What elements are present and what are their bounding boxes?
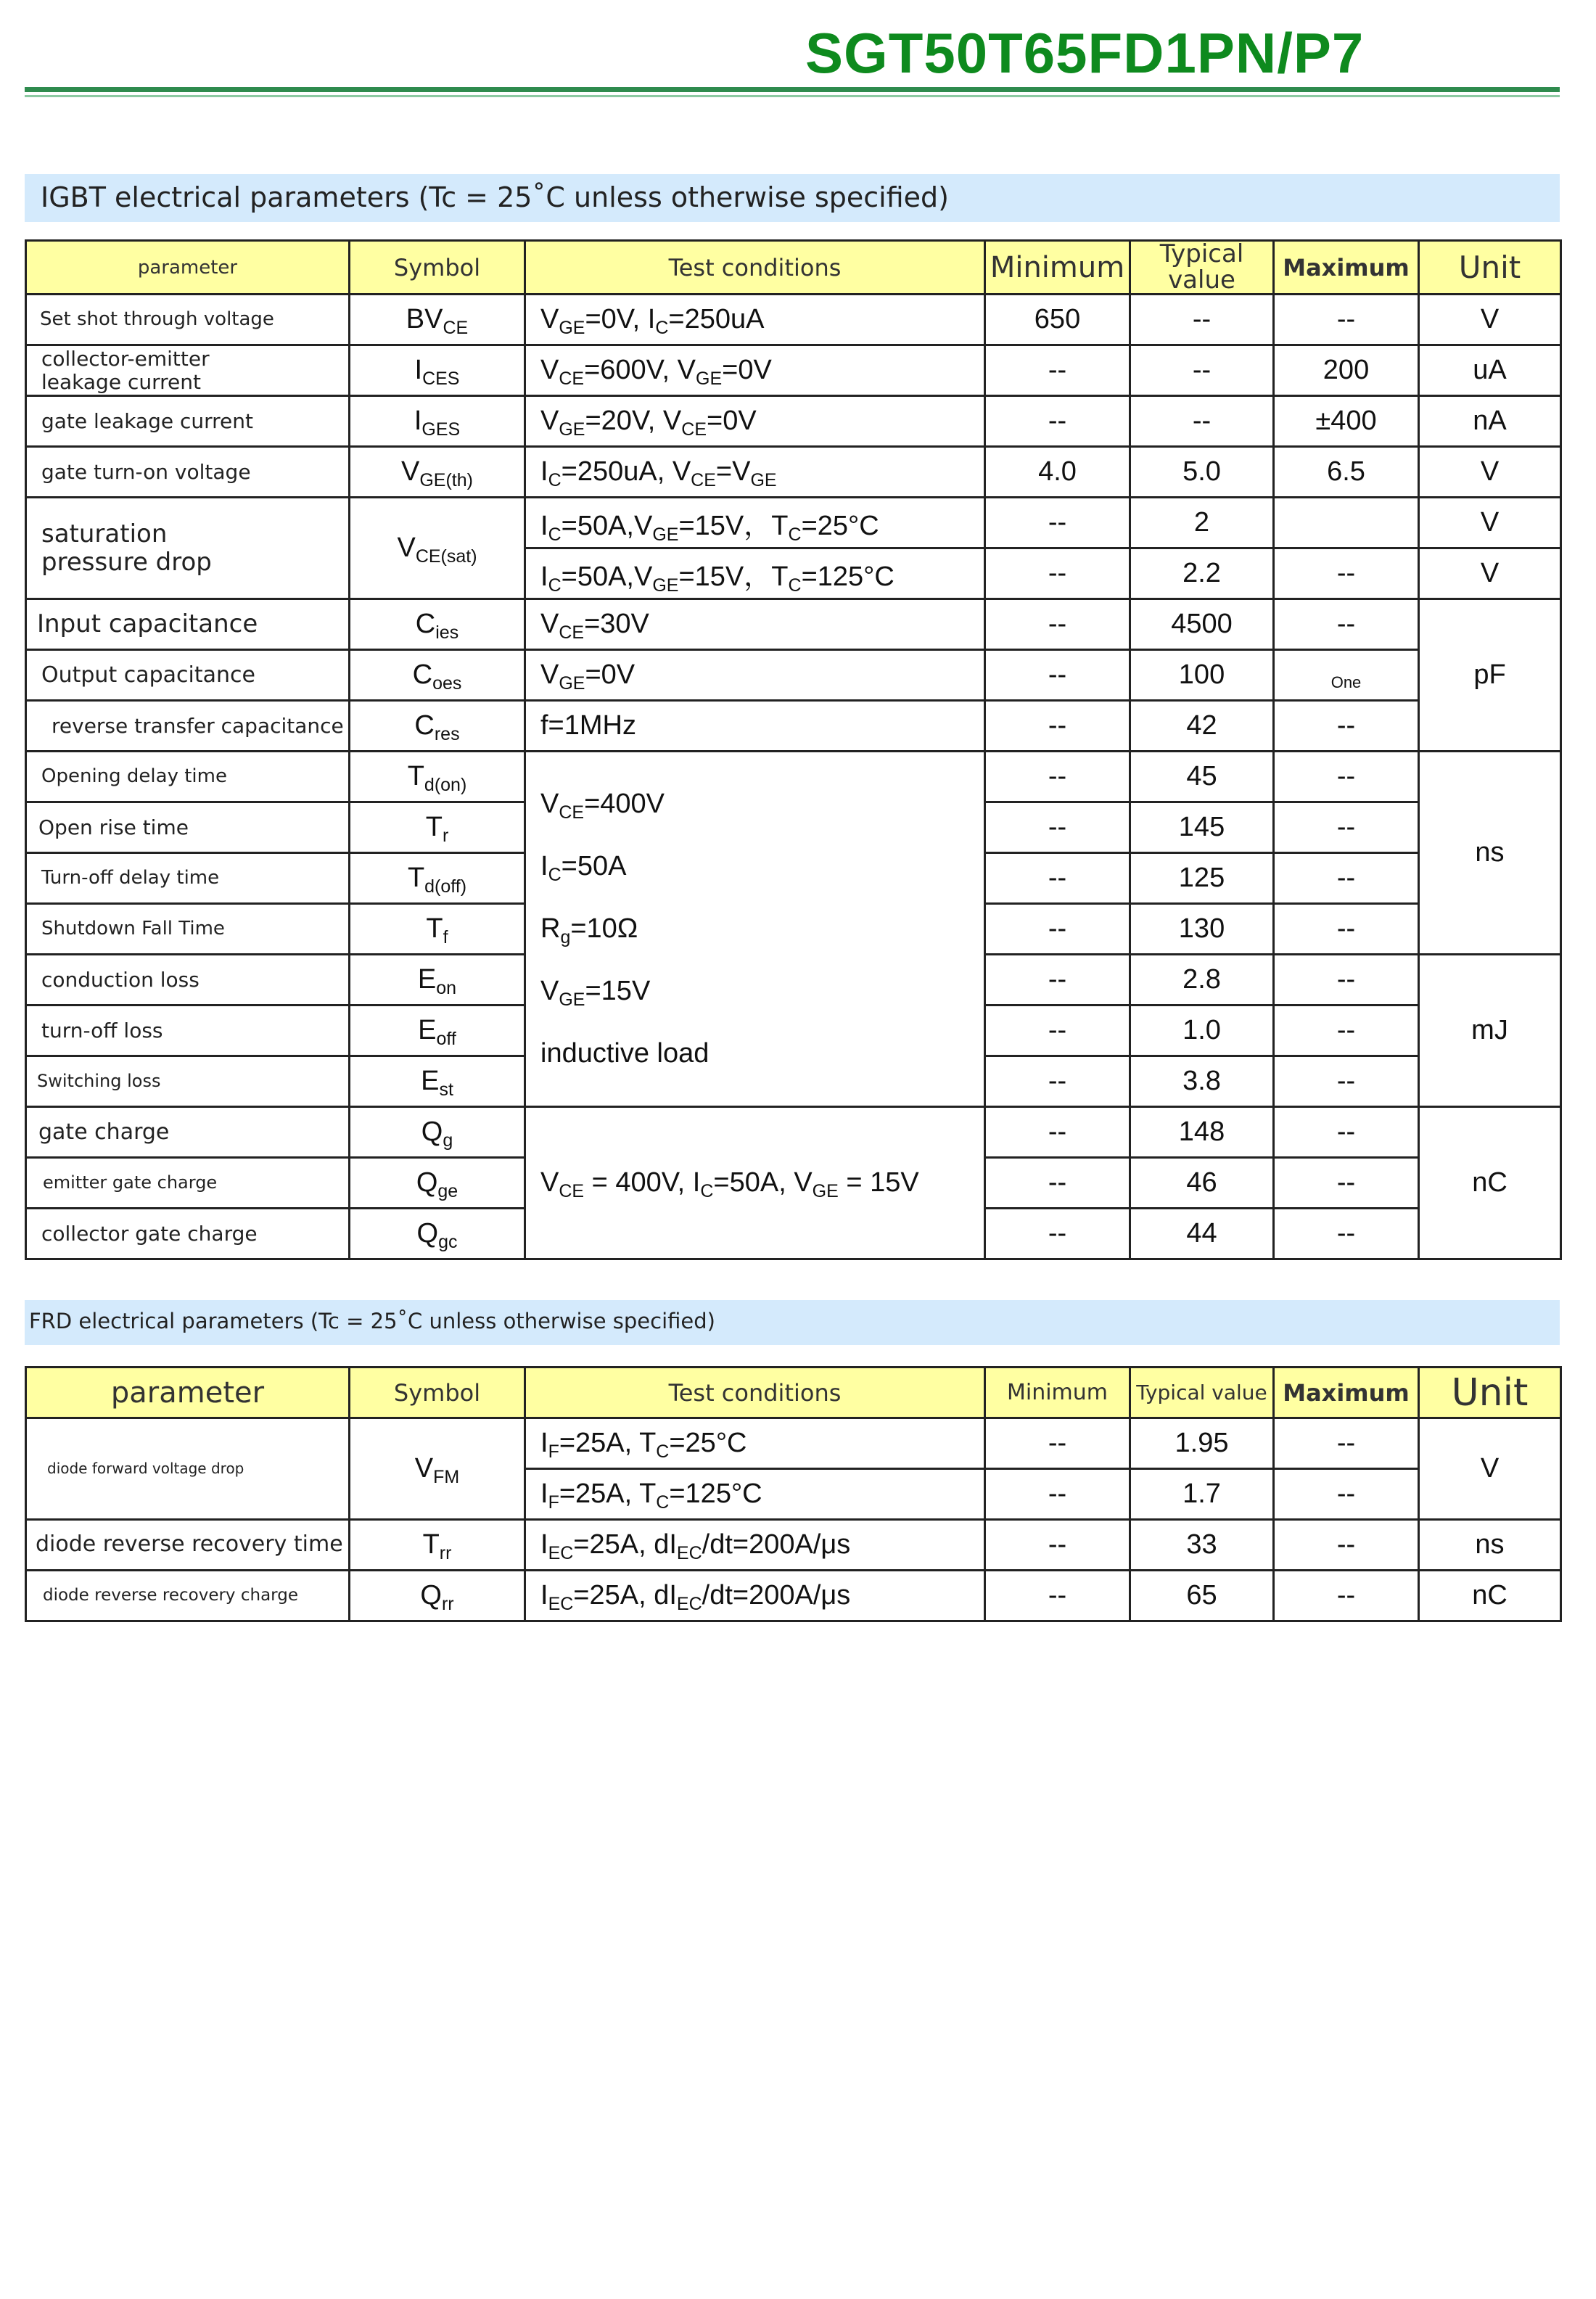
header-typical-value: Typical value bbox=[1130, 241, 1274, 295]
symbol: $Q_{rr}$ bbox=[350, 1571, 525, 1621]
typical-value: -- bbox=[1130, 396, 1274, 447]
unit: nC bbox=[1419, 1107, 1561, 1259]
symbol: $V_{GE(th)}$ bbox=[350, 447, 525, 498]
minimum-value: -- bbox=[985, 701, 1130, 752]
symbol: $Q_g$ bbox=[350, 1107, 525, 1158]
igbt-row bbox=[26, 498, 1561, 548]
parameter-name: Switching loss bbox=[26, 1056, 350, 1107]
header-test-conditions: Test conditions bbox=[525, 241, 985, 295]
minimum-value: -- bbox=[985, 802, 1130, 853]
symbol: $E_{on}$ bbox=[350, 955, 525, 1005]
parameter-name: diode forward voltage drop bbox=[26, 1418, 350, 1520]
minimum-value: -- bbox=[985, 1520, 1130, 1571]
typical-value: 148 bbox=[1130, 1107, 1274, 1158]
igbt-row bbox=[26, 396, 1561, 447]
maximum-value: -- bbox=[1274, 1418, 1419, 1469]
igbt-row bbox=[26, 650, 1561, 701]
minimum-value: -- bbox=[985, 752, 1130, 802]
unit: nC bbox=[1419, 1571, 1561, 1621]
symbol: $BV_{CE}$ bbox=[350, 295, 525, 345]
header-symbol: Symbol bbox=[350, 241, 525, 295]
parameter-name: turn-off loss bbox=[26, 1005, 350, 1056]
maximum-value: -- bbox=[1274, 1158, 1419, 1209]
unit: V bbox=[1419, 447, 1561, 498]
typical-value: 65 bbox=[1130, 1571, 1274, 1621]
parameter-name: Input capacitance bbox=[26, 599, 350, 650]
test-condition: $V_{CE}=30V$ bbox=[525, 599, 985, 650]
unit: nA bbox=[1419, 396, 1561, 447]
title-rule-thick bbox=[25, 87, 1560, 92]
frd-header-row bbox=[26, 1368, 1561, 1418]
minimum-value: -- bbox=[985, 1107, 1130, 1158]
typical-value: 46 bbox=[1130, 1158, 1274, 1209]
typical-value: 42 bbox=[1130, 701, 1274, 752]
unit: pF bbox=[1419, 599, 1561, 752]
typical-value: 125 bbox=[1130, 853, 1274, 904]
unit: V bbox=[1419, 1418, 1561, 1520]
maximum-value: -- bbox=[1274, 1571, 1419, 1621]
minimum-value: -- bbox=[985, 955, 1130, 1005]
header-unit: Unit bbox=[1419, 241, 1561, 295]
igbt-parameters-table bbox=[25, 239, 1562, 1260]
header-maximum: Maximum bbox=[1274, 241, 1419, 295]
maximum-value: -- bbox=[1274, 1107, 1419, 1158]
typical-value: 2.2 bbox=[1130, 548, 1274, 599]
frd-row bbox=[26, 1520, 1561, 1571]
maximum-value: -- bbox=[1274, 295, 1419, 345]
igbt-row bbox=[26, 599, 1561, 650]
typical-value: 2 bbox=[1130, 498, 1274, 548]
maximum-value: -- bbox=[1274, 599, 1419, 650]
typical-value: 3.8 bbox=[1130, 1056, 1274, 1107]
symbol: $T_f$ bbox=[350, 904, 525, 955]
minimum-value: -- bbox=[985, 853, 1130, 904]
minimum-value: -- bbox=[985, 1056, 1130, 1107]
unit: V bbox=[1419, 295, 1561, 345]
header-unit: Unit bbox=[1419, 1368, 1561, 1418]
parameter-name: conduction loss bbox=[26, 955, 350, 1005]
maximum-value: -- bbox=[1274, 1056, 1419, 1107]
header-maximum: Maximum bbox=[1274, 1368, 1419, 1418]
typical-value: 1.7 bbox=[1130, 1469, 1274, 1520]
test-condition: $I_{EC}=25A$, $dI_{EC}/dt=200A/\mu s$ bbox=[525, 1571, 985, 1621]
symbol: $V_{FM}$ bbox=[350, 1418, 525, 1520]
test-condition: $I_C=50A,V_{GE}=15V$，$T_C=25^\circ C$ bbox=[525, 498, 985, 548]
symbol: $I_{GES}$ bbox=[350, 396, 525, 447]
minimum-value: -- bbox=[985, 1418, 1130, 1469]
igbt-header-row bbox=[26, 241, 1561, 295]
minimum-value: -- bbox=[985, 1571, 1130, 1621]
maximum-value bbox=[1274, 498, 1419, 548]
parameter-name: gate charge bbox=[26, 1107, 350, 1158]
unit: uA bbox=[1419, 345, 1561, 396]
header-typical-value: Typical value bbox=[1130, 1368, 1274, 1418]
parameter-name: saturation pressure drop bbox=[26, 498, 350, 599]
typical-value: 44 bbox=[1130, 1209, 1274, 1259]
unit: V bbox=[1419, 548, 1561, 599]
maximum-value: 200 bbox=[1274, 345, 1419, 396]
minimum-value: -- bbox=[985, 1469, 1130, 1520]
test-condition: $V_{CE} = 400V$, $I_C=50A$, $V_{GE} = 15V$ bbox=[525, 1107, 985, 1259]
parameter-name: reverse transfer capacitance bbox=[26, 701, 350, 752]
symbol: $E_{st}$ bbox=[350, 1056, 525, 1107]
typical-value: 1.95 bbox=[1130, 1418, 1274, 1469]
igbt-row bbox=[26, 295, 1561, 345]
test-condition: $V_{CE}=400V$ $I_C=50A$ $R_g=10\Omega$ $V_{GE}=15V$ inductive load bbox=[525, 752, 985, 1107]
frd-row bbox=[26, 1418, 1561, 1469]
test-condition: $I_{EC}=25A$, $dI_{EC}/dt=200A/\mu s$ bbox=[525, 1520, 985, 1571]
symbol: $C_{oes}$ bbox=[350, 650, 525, 701]
unit: ns bbox=[1419, 752, 1561, 955]
symbol: $I_{CES}$ bbox=[350, 345, 525, 396]
maximum-value: -- bbox=[1274, 1520, 1419, 1571]
minimum-value: -- bbox=[985, 548, 1130, 599]
frd-parameters-table bbox=[25, 1366, 1562, 1622]
symbol: $C_{res}$ bbox=[350, 701, 525, 752]
test-condition: $I_F=25A$, $T_C=125^\circ C$ bbox=[525, 1469, 985, 1520]
maximum-value: -- bbox=[1274, 548, 1419, 599]
parameter-name: Opening delay time bbox=[26, 752, 350, 802]
minimum-value: -- bbox=[985, 345, 1130, 396]
maximum-value: -- bbox=[1274, 955, 1419, 1005]
maximum-value: -- bbox=[1274, 1469, 1419, 1520]
header-symbol: Symbol bbox=[350, 1368, 525, 1418]
minimum-value: -- bbox=[985, 1209, 1130, 1259]
unit: V bbox=[1419, 498, 1561, 548]
typical-value: 33 bbox=[1130, 1520, 1274, 1571]
typical-value: 1.0 bbox=[1130, 1005, 1274, 1056]
typical-value: 2.8 bbox=[1130, 955, 1274, 1005]
typical-value: -- bbox=[1130, 295, 1274, 345]
test-condition: $V_{GE}=20V$, $V_{CE}=0V$ bbox=[525, 396, 985, 447]
maximum-value: -- bbox=[1274, 1209, 1419, 1259]
typical-value: 100 bbox=[1130, 650, 1274, 701]
parameter-name: emitter gate charge bbox=[26, 1158, 350, 1209]
header-parameter: parameter bbox=[26, 1368, 350, 1418]
test-condition: $I_C=50A,V_{GE}=15V$，$T_C=125^\circ C$ bbox=[525, 548, 985, 599]
symbol: $Q_{ge}$ bbox=[350, 1158, 525, 1209]
maximum-value: -- bbox=[1274, 853, 1419, 904]
parameter-name: collector gate charge bbox=[26, 1209, 350, 1259]
header-test-conditions: Test conditions bbox=[525, 1368, 985, 1418]
minimum-value: -- bbox=[985, 498, 1130, 548]
maximum-value: -- bbox=[1274, 802, 1419, 853]
typical-value: 145 bbox=[1130, 802, 1274, 853]
symbol: $E_{off}$ bbox=[350, 1005, 525, 1056]
header-minimum: Minimum bbox=[985, 1368, 1130, 1418]
minimum-value: -- bbox=[985, 904, 1130, 955]
title-rule-thin bbox=[25, 95, 1560, 97]
test-condition: $V_{CE}=600V$, $V_{GE}=0V$ bbox=[525, 345, 985, 396]
parameter-name: diode reverse recovery time bbox=[26, 1520, 350, 1571]
maximum-value: -- bbox=[1274, 752, 1419, 802]
typical-value: -- bbox=[1130, 345, 1274, 396]
parameter-name: gate turn-on voltage bbox=[26, 447, 350, 498]
minimum-value: -- bbox=[985, 1158, 1130, 1209]
maximum-value: -- bbox=[1274, 904, 1419, 955]
typical-value: 130 bbox=[1130, 904, 1274, 955]
test-condition: $I_C=250uA$, $V_{CE}=V_{GE}$ bbox=[525, 447, 985, 498]
parameter-name: Turn-off delay time bbox=[26, 853, 350, 904]
frd-row bbox=[26, 1571, 1561, 1621]
minimum-value: -- bbox=[985, 650, 1130, 701]
parameter-name: Shutdown Fall Time bbox=[26, 904, 350, 955]
test-condition: $V_{GE}=0V$, $I_C=250uA$ bbox=[525, 295, 985, 345]
symbol: $T_{d(off)}$ bbox=[350, 853, 525, 904]
minimum-value: 4.0 bbox=[985, 447, 1130, 498]
parameter-name: collector-emitter leakage current bbox=[26, 345, 350, 396]
header-minimum: Minimum bbox=[985, 241, 1130, 295]
typical-value: 4500 bbox=[1130, 599, 1274, 650]
minimum-value: -- bbox=[985, 396, 1130, 447]
igbt-section-heading: IGBT electrical parameters (Tc = 25˚C unless otherwise specified) bbox=[25, 174, 1560, 222]
parameter-name: Output capacitance bbox=[26, 650, 350, 701]
minimum-value: -- bbox=[985, 1005, 1130, 1056]
header-parameter: parameter bbox=[26, 241, 350, 295]
parameter-name: Set shot through voltage bbox=[26, 295, 350, 345]
test-condition: $V_{GE}=0V$ bbox=[525, 650, 985, 701]
symbol: $Q_{gc}$ bbox=[350, 1209, 525, 1259]
igbt-row bbox=[26, 447, 1561, 498]
igbt-row bbox=[26, 1107, 1561, 1158]
parameter-name: Open rise time bbox=[26, 802, 350, 853]
igbt-row bbox=[26, 752, 1561, 802]
symbol: $V_{CE(sat)}$ bbox=[350, 498, 525, 599]
igbt-row bbox=[26, 701, 1561, 752]
maximum-value: -- bbox=[1274, 701, 1419, 752]
test-condition: f=1MHz bbox=[525, 701, 985, 752]
parameter-name: gate leakage current bbox=[26, 396, 350, 447]
unit: mJ bbox=[1419, 955, 1561, 1107]
symbol: $T_r$ bbox=[350, 802, 525, 853]
unit: ns bbox=[1419, 1520, 1561, 1571]
minimum-value: -- bbox=[985, 599, 1130, 650]
maximum-value: One bbox=[1274, 650, 1419, 701]
minimum-value: 650 bbox=[985, 295, 1130, 345]
test-condition: $I_F=25A$, $T_C=25^\circ C$ bbox=[525, 1418, 985, 1469]
symbol: $T_{d(on)}$ bbox=[350, 752, 525, 802]
parameter-name: diode reverse recovery charge bbox=[26, 1571, 350, 1621]
maximum-value: -- bbox=[1274, 1005, 1419, 1056]
maximum-value: ±400 bbox=[1274, 396, 1419, 447]
frd-section-heading: FRD electrical parameters (Tc = 25˚C unless otherwise specified) bbox=[25, 1300, 1560, 1345]
typical-value: 45 bbox=[1130, 752, 1274, 802]
igbt-row bbox=[26, 345, 1561, 396]
symbol: $C_{ies}$ bbox=[350, 599, 525, 650]
document-title: SGT50T65FD1PN/P7 bbox=[805, 21, 1365, 85]
typical-value: 5.0 bbox=[1130, 447, 1274, 498]
symbol: $T_{rr}$ bbox=[350, 1520, 525, 1571]
maximum-value: 6.5 bbox=[1274, 447, 1419, 498]
